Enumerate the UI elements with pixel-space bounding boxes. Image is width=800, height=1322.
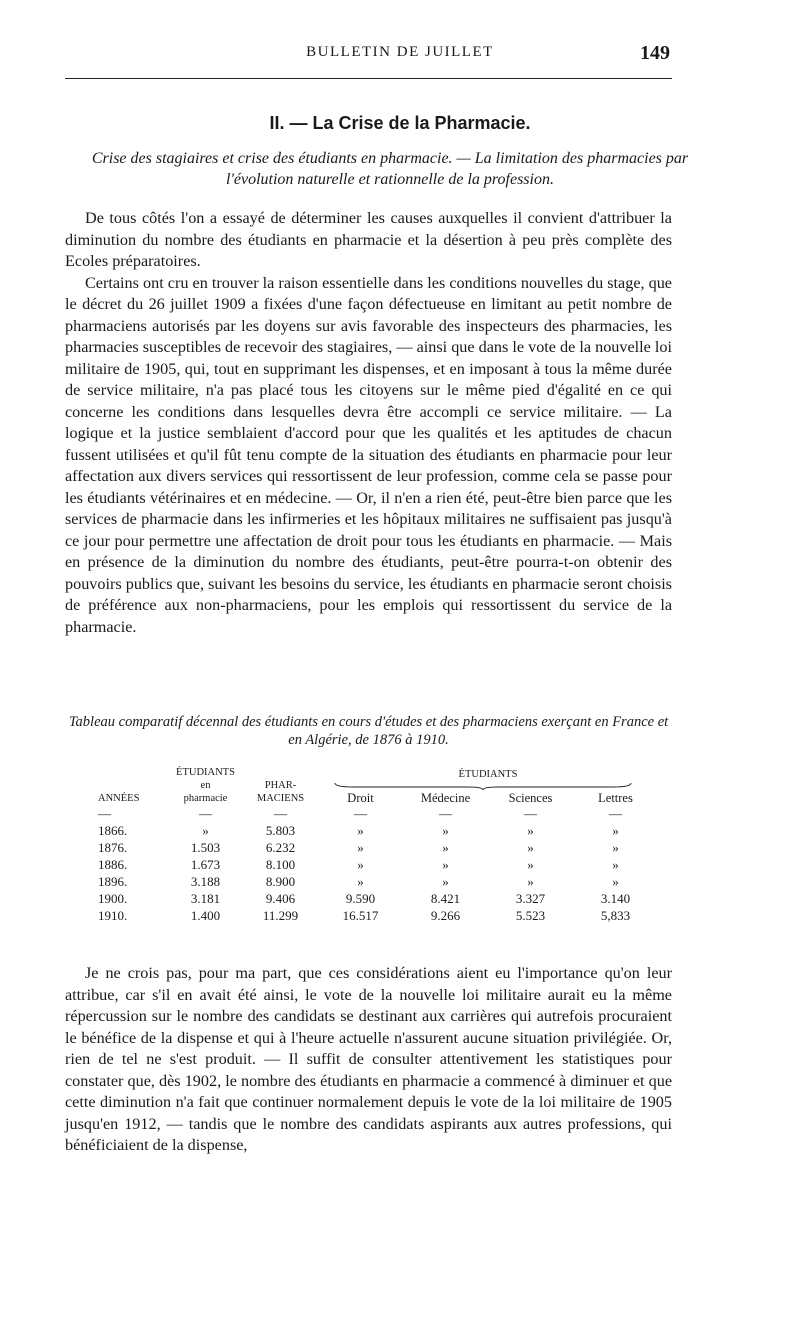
running-title: BULLETIN DE JUILLET [306, 44, 494, 60]
cell-medecine: » [442, 823, 449, 838]
header-pharmaciens [243, 766, 318, 805]
cell-etudiants: 3.181 [190, 891, 221, 906]
header-text: PHAR- [264, 780, 297, 791]
cell-year: 1900. [98, 891, 128, 906]
cell-medecine: » [442, 857, 449, 872]
header-text: en [200, 780, 211, 791]
dash-row [98, 805, 658, 822]
cell-year: 1866. [98, 823, 128, 838]
section-summary: Crise des stagiaires et crise des étudiants en pharmacie. — La limitation des pharmacies par l'évolution naturelle et rationnelle de la profession. [91, 150, 689, 188]
paragraph: Certains ont cru en trouver la raison essentielle dans les conditions nouvelles du stage, que le décret du 26 juillet 1909 a fixées d'une façon défectueuse en limitant au petit nombre de pharmaciens autorisés par les doyens sur avis favorable des inspecteurs des pharmacies, les pharmacies susceptibles de recevoir des stagiaires, — ainsi que dans le vote de la nouvelle loi militaire de 1905, qui, tout en supprimant les dispenses, et en imposant à tous la même durée de service militaire, n'a pas placé tous les citoyens sur le même pied d'égalité en ce qui concerne les conditions dans lesquelles devra être accompli ce service militaire. — La logique et la justice semblaient d'accord pour que les qualités et les aptitudes de chacun fussent utilisées et qu'il fût tenu compte de la situation des étudiants en pharmacie pour leur affectation aux divers services qui ressortissent de leur profession, comme cela se passe pour les étudiants vétérinaires et en médecine. — Or, il n'en a rien été, peut-être bien parce que les services de pharmacie dans les infirmeries et les hôpitaux militaires ne suffisaient pas jusqu'à ce jour pour permettre une affectation de droit pour tous les étudiants en pharmacie. — Mais en présence de la diminution du nombre des étudiants, peut-être pourra-t-on obtenir des pouvoirs publics que, suivant les besoins du service, les étudiants en pharmacie seront choisis de préférence aux non-pharmaciens, pour les emplois qui ressortissent du service de la pharmacie. [65, 273, 672, 636]
cell-year: 1910. [98, 908, 128, 923]
cell-lettres: » [612, 840, 619, 855]
cell-medecine: » [442, 874, 449, 889]
page-number: 149 [640, 42, 670, 64]
cell-droit: » [357, 840, 364, 855]
cell-droit: » [357, 857, 364, 872]
cell-pharmaciens: 8.900 [265, 874, 296, 889]
header-text: pharmacie [183, 793, 228, 804]
header-etudiants-pharmacie [168, 766, 243, 805]
cell-lettres: » [612, 857, 619, 872]
group-brace-icon [318, 781, 648, 791]
cell-sciences: » [527, 840, 534, 855]
cell-pharmaciens: 6.232 [265, 840, 296, 855]
cell-sciences: 3.327 [515, 891, 546, 906]
body-text-before-table [65, 208, 672, 638]
cell-sciences: 5.523 [515, 908, 546, 923]
header-annees: ANNÉES [98, 793, 140, 804]
statistics-table [98, 766, 658, 924]
dash: — [354, 806, 367, 821]
table-row [98, 839, 658, 856]
cell-droit: » [357, 823, 364, 838]
cell-sciences: » [527, 823, 534, 838]
header-sciences: Sciences [508, 791, 553, 805]
table-row [98, 890, 658, 907]
cell-etudiants: 1.503 [190, 840, 221, 855]
cell-pharmaciens: 9.406 [265, 891, 296, 906]
table-caption: Tableau comparatif décennal des étudiants en cours d'études et des pharmaciens exerçant en France et en Algérie, de 1876 à 1910. [68, 714, 669, 748]
cell-lettres: 5,833 [600, 908, 631, 923]
dash: — [524, 806, 537, 821]
paragraph: Je ne crois pas, pour ma part, que ces considérations aient eu l'importance qu'on leur attribue, car s'il en avait été ainsi, le vote de la nouvelle loi militaire aurait eu la même répercussion sur le nombre des candidats se destinant aux carrières qui autrefois procuraient le bénéfice de la dispense et qui à l'heure actuelle n'assurent aucune situation privilégiée. Or, rien de tel ne s'est produit. — Il suffit de consulter attentivement les statistiques pour constater que, dès 1902, le nombre des étudiants en pharmacie a commencé à diminuer et que cette diminution n'a fait que continuer normalement depuis le vote de la loi militaire de 1905 jusqu'en 1912, — tandis que le nombre des candidats aspirants aux autres professions, qui bénéficiaient de la dispense, [65, 964, 672, 1154]
cell-lettres: » [612, 823, 619, 838]
cell-lettres: 3.140 [600, 891, 631, 906]
cell-year: 1896. [98, 874, 128, 889]
dash: — [98, 806, 111, 821]
header-droit: Droit [347, 791, 374, 805]
header-text: ÉTUDIANTS [176, 767, 235, 778]
table-row [98, 907, 658, 924]
cell-medecine: » [442, 840, 449, 855]
dash: — [199, 806, 212, 821]
dash: — [274, 806, 287, 821]
cell-pharmaciens: 5.803 [265, 823, 296, 838]
header-text: ÉTUDIANTS [458, 768, 518, 780]
header-medecine: Médecine [420, 791, 471, 805]
dash: — [609, 806, 622, 821]
table-row [98, 873, 658, 890]
cell-medecine: 9.266 [430, 908, 461, 923]
cell-droit: 16.517 [342, 908, 379, 923]
cell-etudiants: » [202, 823, 209, 838]
cell-droit: » [357, 874, 364, 889]
cell-lettres: » [612, 874, 619, 889]
table-row [98, 856, 658, 873]
header-rule [65, 78, 672, 79]
cell-year: 1886. [98, 857, 128, 872]
cell-sciences: » [527, 874, 534, 889]
table-header-row [98, 766, 658, 791]
cell-etudiants: 3.188 [190, 874, 221, 889]
cell-droit: 9.590 [345, 891, 376, 906]
header-text: MACIENS [256, 793, 305, 804]
body-text-after-table [65, 963, 672, 1157]
section-title: II. — La Crise de la Pharmacie. [269, 113, 531, 133]
cell-medecine: 8.421 [430, 891, 461, 906]
cell-etudiants: 1.673 [190, 857, 221, 872]
cell-pharmaciens: 8.100 [265, 857, 296, 872]
table-row [98, 822, 658, 839]
cell-sciences: » [527, 857, 534, 872]
dash: — [439, 806, 452, 821]
cell-etudiants: 1.400 [190, 908, 221, 923]
paragraph: De tous côtés l'on a essayé de déterminer les causes auxquelles il convient d'attribuer la diminution du nombre des étudiants en pharmacie et la désertion à peu près complète des Ecoles préparatoires. [65, 209, 672, 270]
cell-year: 1876. [98, 840, 128, 855]
header-group-etudiants [318, 766, 658, 791]
header-lettres: Lettres [598, 791, 633, 805]
cell-pharmaciens: 11.299 [262, 908, 299, 923]
